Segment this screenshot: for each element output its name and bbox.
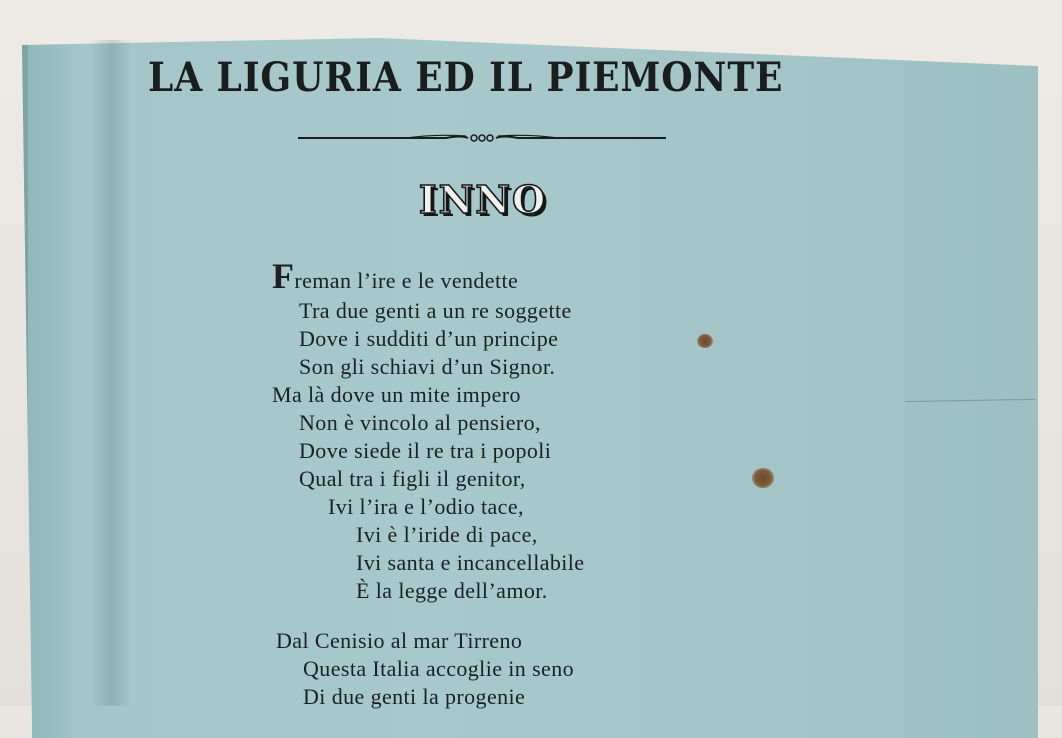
poem-line: Ivi santa e incancellabile — [356, 550, 585, 575]
poem-line: Dove siede il re tra i popoli — [299, 438, 552, 463]
poem-line: Dove i sudditi d’un principe — [299, 326, 559, 351]
poem-line: Qual tra i figli il genitor, — [299, 466, 526, 491]
foxing-stain — [697, 334, 713, 348]
drop-cap: F — [272, 256, 295, 296]
document-title: LA LIGURIA ED IL PIEMONTE — [148, 54, 784, 101]
poem-line: Ivi è l’iride di pace, — [356, 522, 538, 547]
poem-line: Tra due genti a un re soggette — [299, 298, 572, 323]
poem-line: Dal Cenisio al mar Tirreno — [276, 628, 523, 653]
poem-line: Ivi l’ira e l’odio tace, — [328, 494, 524, 519]
poem-heading: INNO — [418, 177, 548, 222]
poem-line: Ma là dove un mite impero — [272, 382, 521, 407]
paper-fold — [90, 40, 134, 706]
poem-line-text: reman l’ire e le vendette — [294, 268, 519, 293]
poem-line: Di due genti la progenie — [303, 684, 526, 709]
ornamental-divider-icon — [296, 126, 668, 150]
poem-line: È la legge dell’amor. — [356, 578, 548, 603]
poem-line: Non è vincolo al pensiero, — [299, 410, 541, 435]
foxing-stain — [752, 468, 774, 488]
poem-line: Son gli schiavi d’un Signor. — [299, 354, 556, 379]
poem-line: Questa Italia accoglie in seno — [303, 656, 575, 681]
poem-line — [272, 258, 518, 294]
